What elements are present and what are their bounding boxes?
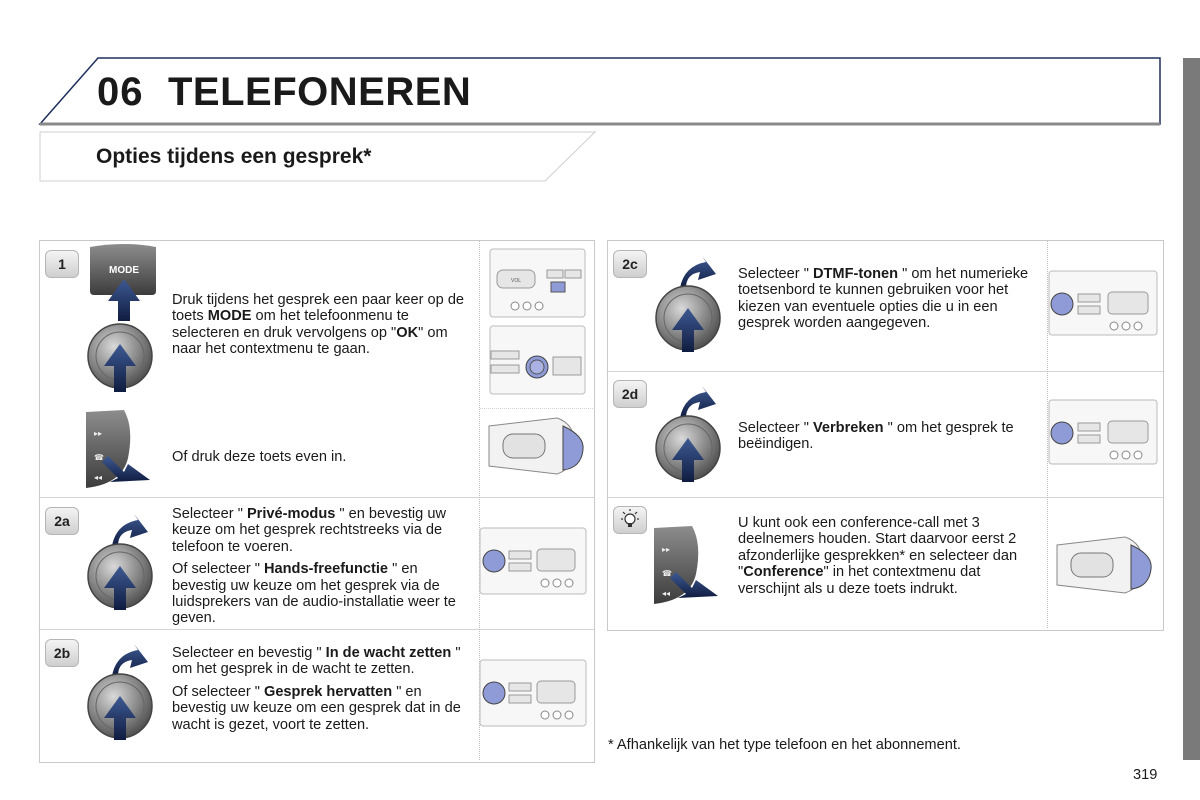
step1-text: Druk tijdens het gesprek een paar keer op de toets MODE om het telefoonmenu te selecteren en druk vervolgens op "OK" om naar het contextmenu te gaan. (172, 292, 465, 358)
ok-knob-press-icon (86, 512, 156, 612)
step1-alt-text: Of druk deze toets even in. (172, 449, 347, 465)
step2b-text: Selecteer en bevestig " In de wacht zetten " om het gesprek in de wacht te zetten. Of selecteer " Gesprek hervatten " en bevestig uw keuze om een gesprek dat in de wacht is gezet, voort te zetten. (172, 645, 461, 733)
step2d-text: Selecteer " Verbreken " om het gesprek te beëindigen. (738, 420, 1014, 453)
mode-button-illustration (88, 243, 158, 323)
divider (607, 497, 1163, 498)
lightbulb-icon (614, 507, 646, 533)
chapter-number: 06 (97, 70, 144, 114)
mode-button-label: MODE (109, 265, 139, 276)
steering-stalk-illustration (487, 416, 587, 478)
steering-control-button-icon (652, 524, 724, 606)
svg-text:▸▸: ▸▸ (662, 545, 671, 554)
step2a-text: Selecteer " Privé-modus " en bevestig uw keuze om het gesprek rechtstreeks via de telefoon te voeren. Of selecteer " Hands-freefunctie " en bevestig uw keuze om het gesprek via de luidsprekers van de audio-installatie weer te geven. (172, 506, 456, 627)
ok-knob-press-icon (654, 254, 724, 354)
svg-text:▸▸: ▸▸ (94, 429, 103, 438)
svg-text:VOL: VOL (510, 278, 522, 284)
chapter-side-tab (1183, 58, 1200, 760)
svg-text:◂◂: ◂◂ (662, 589, 671, 598)
step-badge-2d: 2d (613, 380, 647, 408)
step-badge-2c: 2c (613, 250, 647, 278)
steering-stalk-illustration (1055, 535, 1157, 597)
step-badge-2b: 2b (45, 639, 79, 667)
audio-unit-illustration (489, 248, 586, 318)
divider (39, 497, 594, 498)
svg-text:◂◂: ◂◂ (94, 473, 103, 482)
page-number: 319 (1133, 767, 1158, 783)
svg-text:☎: ☎ (662, 569, 672, 578)
divider (607, 371, 1163, 372)
svg-text:☎: ☎ (94, 453, 104, 462)
audio-unit-knob-illustration (489, 325, 586, 395)
ok-knob-icon (86, 320, 156, 396)
tip-badge (613, 506, 647, 534)
ok-knob-press-icon (86, 642, 156, 742)
steering-control-button-icon (84, 408, 156, 490)
ok-knob-press-icon (654, 384, 724, 484)
divider (480, 408, 593, 409)
audio-unit-knob-illustration (1048, 399, 1160, 467)
step2c-text: Selecteer " DTMF-tonen " om het numerieke toetsenbord te kunnen gebruiken voor het kiezen van eventuele opties die u in een gesprek worden aangegeven. (738, 266, 1029, 332)
step-badge-2a: 2a (45, 507, 79, 535)
tip-text: U kunt ook een conference-call met 3 deelnemers houden. Start daarvoor eerst 2 afzonderlijke gesprekken* en selecteer dan "Conference" in het contextmenu dat verschijnt als u deze toets indrukt. (738, 515, 1018, 597)
audio-unit-knob-illustration (479, 659, 589, 729)
chapter-title: TELEFONEREN (168, 70, 472, 114)
audio-unit-knob-illustration (479, 527, 589, 597)
step-badge-1: 1 (45, 250, 79, 278)
section-title: Opties tijdens een gesprek* (96, 145, 372, 168)
footnote: * Afhankelijk van het type telefoon en het abonnement. (608, 737, 961, 753)
audio-unit-knob-illustration (1048, 270, 1160, 338)
